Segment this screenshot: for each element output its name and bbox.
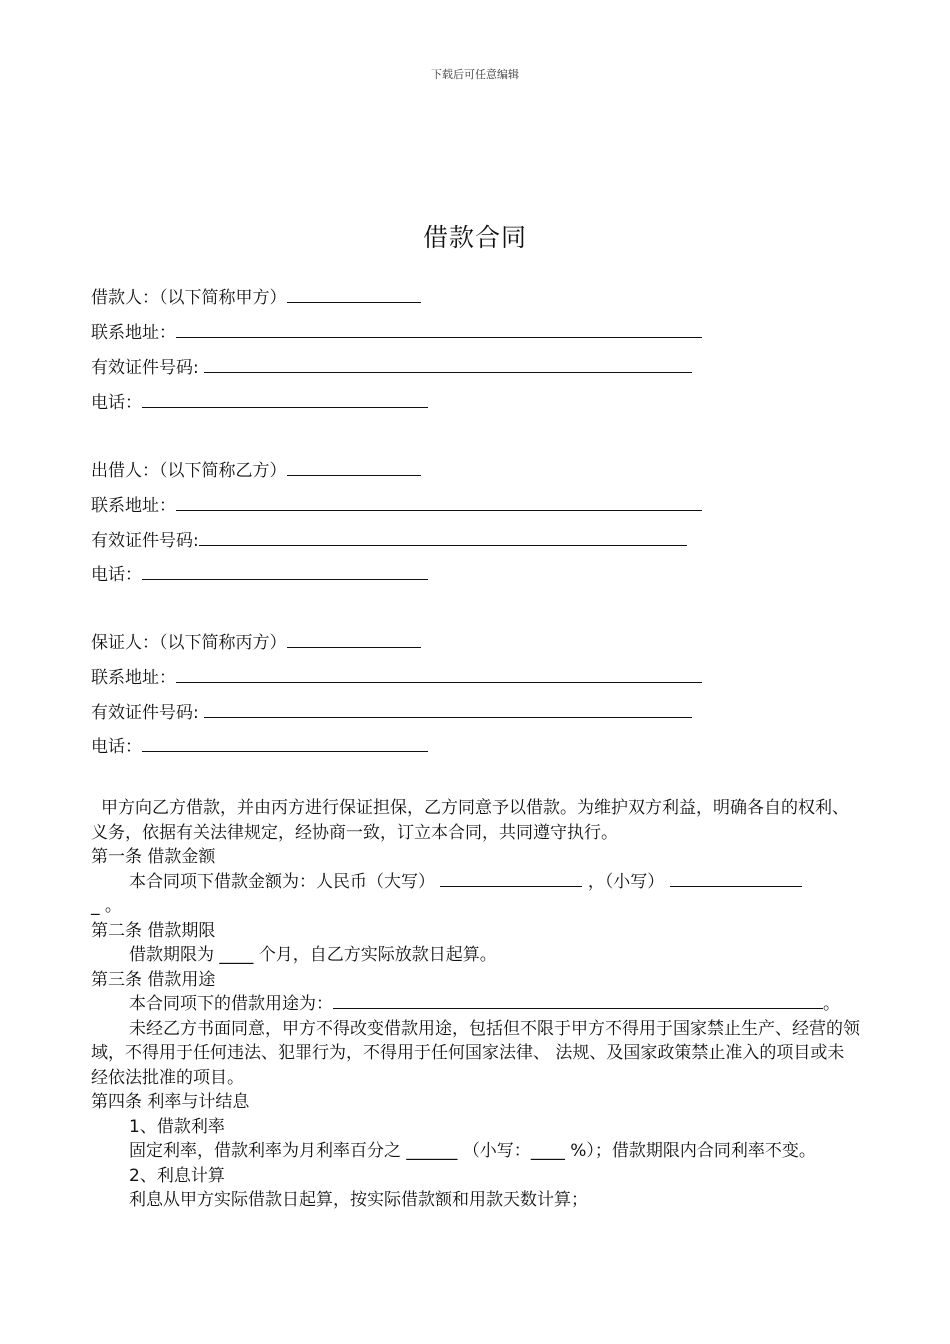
party-lender-phone [91,564,428,586]
contract-body [91,796,861,1213]
party-lender-address [91,495,702,517]
article-1-title: 第一条 借款金额 [91,847,216,867]
article-4-text-part: %）；借款期限内合同利率不变。 [570,1141,816,1161]
rate-lower-blank: ____ [530,1141,565,1161]
party-borrower-address [91,322,702,344]
party-role-label: 保证人：（以下简称丙方） [91,633,287,653]
address-label: 联系地址： [91,496,176,516]
phone-blank [142,736,428,752]
header-note: 下载后可任意编辑 [431,68,519,81]
article-4-text-part: 固定利率，借款利率为月利率百分之 [129,1141,401,1161]
article-4-sub1-title: 1、借款利率 [129,1116,225,1137]
article-3-text [91,992,861,1017]
amount-lower-blank [670,871,802,887]
address-blank [176,667,702,683]
page-title: 借款合同 [422,223,527,252]
party-guarantor-id [91,702,692,724]
article-4-sub1-text [91,1139,861,1164]
article-1-text-part: ，（小写） [587,871,665,892]
article-4-title: 第四条 利率与计结息 [91,1092,250,1112]
phone-label: 电话： [91,393,142,413]
rate-blank: ______ [406,1141,458,1161]
id-blank [204,357,692,373]
id-blank [199,530,687,546]
phone-blank [142,392,428,408]
article-3-text2: 未经乙方书面同意，甲方不得改变借款用途，包括但不限于甲方不得用于国家禁止生产、经营的领域，不得用于任何违法、犯罪行为，不得用于任何国家法律、 法规、及国家政策禁止准入的项目或未经依法批准的项目。 [91,1018,860,1088]
amount-upper-blank [440,871,582,887]
article-2-text [91,943,861,968]
term-blank: ____ [219,945,254,965]
article-1-end: _ 。 [91,896,122,916]
name-blank [287,287,421,303]
article-3-title: 第三条 借款用途 [91,969,216,990]
article-3-text-end: 。 [823,994,840,1014]
party-role-label: 出借人：（以下简称乙方） [91,461,287,481]
phone-label: 电话： [91,565,142,585]
article-1-text-part: 本合同项下借款金额为：人民币（大写） [129,871,435,892]
article-4-sub2-title: 2、利息计算 [129,1165,225,1186]
party-borrower-phone [91,392,428,414]
phone-label: 电话： [91,737,142,757]
purpose-blank [333,993,823,1009]
party-borrower-id [91,357,692,379]
party-lender-id [91,530,687,552]
address-blank [176,495,702,511]
name-blank [287,460,421,476]
address-blank [176,322,702,338]
id-label: 有效证件号码: [91,703,205,723]
party-borrower-role [91,287,421,309]
phone-blank [142,564,428,580]
party-guarantor-phone [91,736,428,758]
name-blank [287,632,421,648]
intro-paragraph: 甲方向乙方借款，并由丙方进行保证担保，乙方同意予以借款。为维护双方利益，明确各自的权利、义务，依据有关法律规定，经协商一致，订立本合同，共同遵守执行。 [91,798,849,843]
article-4-sub2-text: 利息从甲方实际借款日起算，按实际借款额和用款天数计算； [129,1190,588,1210]
article-2-text-part: 借款期限为 [129,945,214,965]
article-1-text [91,870,861,895]
party-guarantor-role [91,632,421,654]
article-2-title: 第二条 借款期限 [91,920,216,941]
address-label: 联系地址： [91,323,176,343]
id-blank [204,702,692,718]
id-label: 有效证件号码: [91,531,199,551]
article-4-text-part: （小写： [462,1141,531,1161]
party-role-label: 借款人：（以下简称甲方） [91,288,287,308]
address-label: 联系地址： [91,668,176,688]
article-3-text-part: 本合同项下的借款用途为： [129,994,333,1014]
id-label: 有效证件号码: [91,358,205,378]
party-lender-role [91,460,421,482]
article-2-text-part: 个月，自乙方实际放款日起算。 [258,945,497,965]
party-guarantor-address [91,667,702,689]
